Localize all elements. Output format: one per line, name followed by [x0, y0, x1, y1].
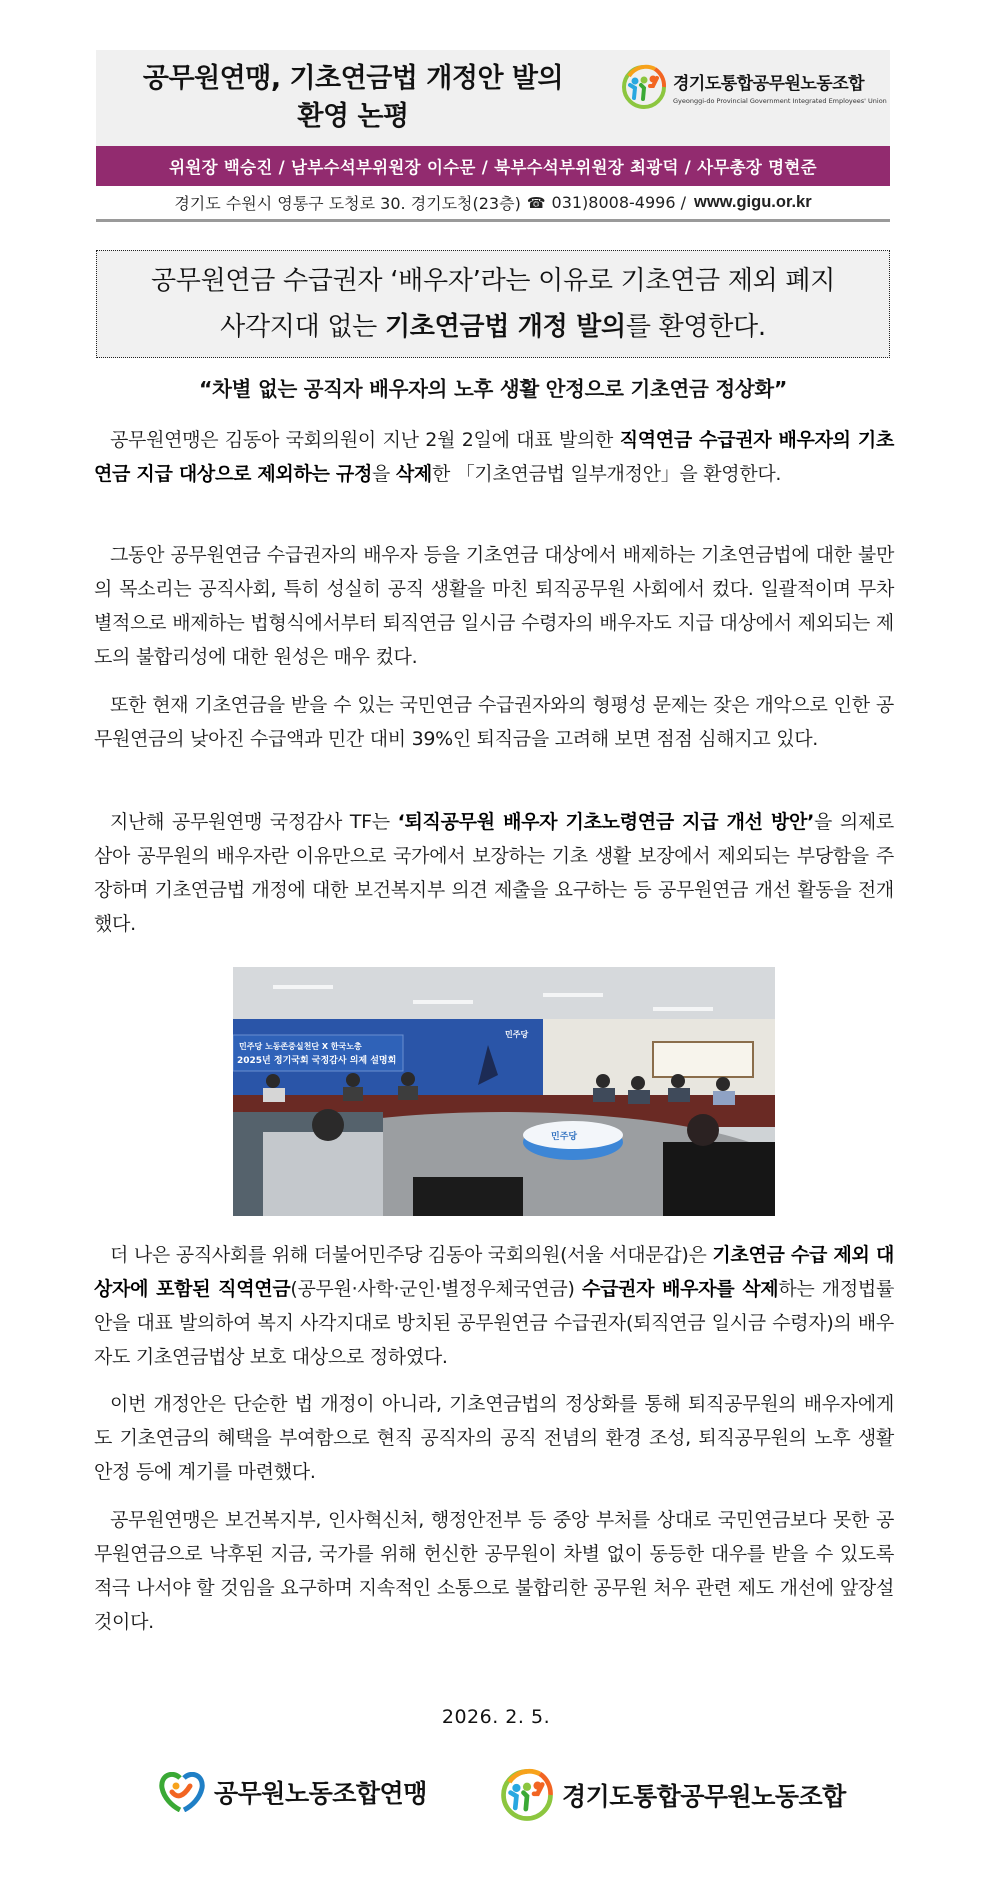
emphasis: 기초연금 수급 제외 대상자에 포함된 직역연금 — [94, 1244, 894, 1300]
svg-text:민주당: 민주당 — [505, 1030, 529, 1039]
paragraph-4 — [94, 805, 894, 941]
emphasis: 삭제 — [395, 463, 432, 485]
svg-text:민주당 노동존중실천단 X 한국노총: 민주당 노동존중실천단 X 한국노총 — [239, 1042, 362, 1051]
text: (공무원·사학·군인·별정우체국연금) — [290, 1278, 582, 1300]
text: 을 의제로 삼아 공무원의 배우자란 이유만으로 국가에서 보장하는 기초 생활 보장에서 제외되는 부당함을 주장하며 기초연금법 개정에 대한 보건복지부 의견 제출을 요구하는 등 공무원연금 개선 활동을 전개했다. — [94, 811, 894, 935]
emphasis: 수급권자 배우자를 삭제 — [581, 1278, 779, 1300]
title-line-2: 환영 논평 — [297, 101, 409, 132]
meeting-photo — [233, 967, 775, 1216]
text: 한 「기초연금법 일부개정안」을 환영한다. — [431, 463, 782, 485]
logo-name-ko: 경기도통합공무원노동조합 — [673, 74, 865, 94]
emphasis: 직역연금 수급권자 배우자의 기초연금 지급 대상으로 제외하는 규정 — [94, 429, 894, 485]
paragraph-1 — [94, 423, 894, 491]
text: 을 — [372, 463, 396, 485]
website-link[interactable]: www.gigu.or.kr — [693, 193, 812, 211]
text: 더 나은 공직사회를 위해 더불어민주당 김동아 국회의원(서울 서대문갑)은 — [110, 1244, 713, 1266]
headline-line-1: 공무원연금 수급권자 ‘배우자’라는 이유로 기초연금 제외 폐지 — [150, 266, 836, 296]
issue-date: 2026. 2. 5. — [441, 1706, 551, 1728]
gigu-name: 경기도통합공무원노동조합 — [562, 1782, 846, 1811]
subtitle-quote: “차별 없는 공직자 배우자의 노후 생활 안정으로 기초연금 정상화” — [198, 377, 788, 401]
svg-text:민주당: 민주당 — [551, 1132, 578, 1142]
text: 하는 개정법률안을 대표 발의하여 복지 사각지대로 방치된 공무원연금 수급권자(퇴직연금 일시금 수령자)의 배우자도 기초연금법상 보호 대상으로 정하였다. — [94, 1278, 894, 1368]
meeting-room-image — [233, 967, 775, 1216]
svg-text:2025년 정기국회 국정감사 의제 설명회: 2025년 정기국회 국정감사 의제 설명회 — [237, 1056, 397, 1066]
emphasis: ‘퇴직공무원 배우자 기초노령연금 지급 개선 방안’ — [397, 811, 815, 833]
logo-name-en: Gyeonggi-do Provincial Government Integrated Employees' Union — [673, 97, 887, 105]
headline-emphasis: 기초연금법 개정 발의 — [384, 312, 626, 342]
letterhead — [96, 50, 890, 146]
phone-number: 031)8008-4996 / — [551, 193, 686, 212]
paragraph-2: 그동안 공무원연금 수급권자의 배우자 등을 기초연금 대상에서 배제하는 기초연금법에 대한 불만의 목소리는 공직사회, 특히 성실히 공직 생활을 마친 퇴직공무원 사회에서 컸다. 일괄적이며 무차별적으로 배제하는 법형식에서부터 퇴직연금 일시금 수령자의 배우자도 지급 대상에서 제외되는 제도의 불합리성에 대한 원성은 매우 컸다. — [94, 544, 894, 668]
paragraph-7: 공무원연맹은 보건복지부, 인사혁신처, 행정안전부 등 중앙 부처를 상대로 국민연금보다 못한 공무원연금으로 낙후된 지금, 국가를 위해 헌신한 공무원이 차별 없이 동등한 대우를 받을 수 있도록 적극 나서야 할 것임을 요구하며 지속적인 소통으로 불합리한 공무원 처우 관련 제도 개선에 앞장설 것이다. — [94, 1509, 894, 1633]
paragraph-6: 이번 개정안은 단순한 법 개정이 아니라, 기초연금법의 정상화를 통해 퇴직공무원의 배우자에게도 기초연금의 혜택을 부여함으로 현직 공직자의 공직 전념의 환경 조성, 퇴직공무원의 노후 생활 안정 등에 계기를 마련했다. — [94, 1393, 894, 1483]
text: 공무원연맹은 김동아 국회의원이 지난 2월 2일에 대표 발의한 — [110, 429, 620, 451]
gigu-emblem-icon — [500, 1768, 554, 1822]
gigu-logo — [621, 64, 887, 110]
headline-box — [96, 250, 890, 358]
headline-text: 를 환영한다. — [625, 312, 766, 342]
document-title — [108, 60, 598, 136]
headline-text: 사각지대 없는 — [220, 312, 385, 342]
address-line — [96, 186, 890, 222]
gigu-footer-logo — [500, 1768, 846, 1822]
address-text: 경기도 수원시 영통구 도청로 30. 경기도청(23층) — [174, 194, 521, 213]
paragraph-3: 또한 현재 기초연금을 받을 수 있는 국민연금 수급권자와의 형평성 문제는 잦은 개악으로 인한 공무원연금의 낮아진 수급액과 민간 대비 39%인 퇴직금을 고려해 보면 점점 심해지고 있다. — [94, 694, 894, 750]
officers-band: 위원장 백승진 / 남부수석부위원장 이수문 / 북부수석부위원장 최광덕 / 사무총장 명현준 — [96, 146, 890, 186]
phone-icon: ☎ — [526, 193, 546, 212]
headline-line-2 — [97, 304, 889, 350]
fgu-heart-hands-icon — [158, 1772, 206, 1812]
paragraph-5 — [94, 1238, 894, 1374]
text: 지난해 공무원연맹 국정감사 TF는 — [110, 811, 398, 833]
title-line-1: 공무원연맹, 기초연금법 개정안 발의 — [142, 63, 564, 94]
fgu-name: 공무원노동조합연맹 — [214, 1779, 427, 1808]
gigu-emblem-icon — [621, 64, 667, 110]
fgu-logo — [158, 1772, 427, 1812]
